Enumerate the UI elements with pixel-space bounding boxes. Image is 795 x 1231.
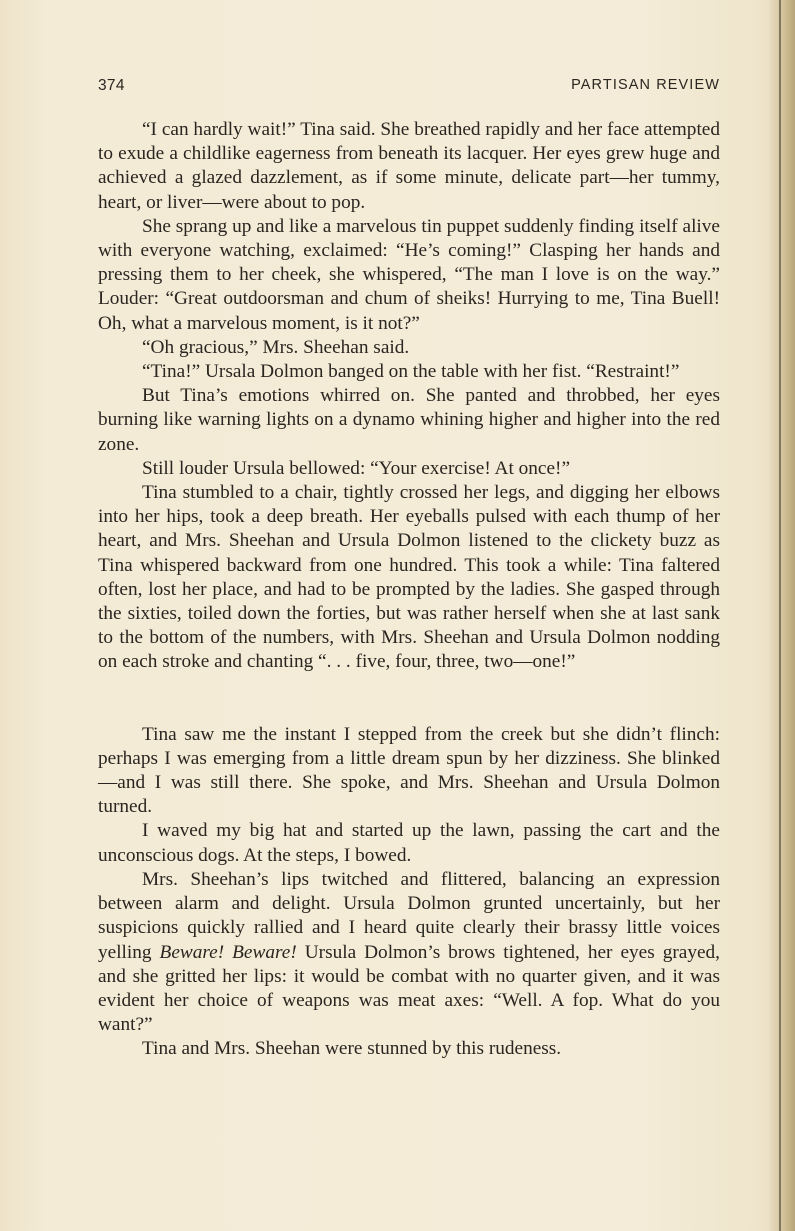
paragraph: “Oh gracious,” Mrs. Sheehan said. bbox=[142, 336, 410, 358]
paragraph: I waved my big hat and started up the lawn, passing the cart and the unconscious dogs. At the steps, I bowed. bbox=[98, 820, 720, 866]
paragraph: Tina and Mrs. Sheehan were stunned by this rudeness. bbox=[142, 1038, 562, 1060]
paragraph: But Tina’s emotions whirred on. She panted and throbbed, her eyes burning like warning lights on a dynamo whining higher and higher into the red zone. bbox=[98, 385, 720, 455]
paragraph: “Tina!” Ursala Dolmon banged on the table with her fist. “Restraint!” bbox=[142, 361, 680, 383]
binding-shadow-line bbox=[779, 0, 781, 1231]
paragraph: She sprang up and like a marvelous tin puppet suddenly finding itself alive with everyone watching, exclaimed: “He’s coming!” Clasping her hands and pressing them to her cheek, she whispered, “The man I love is on the way.” Louder: “Great outdoorsman and chum of sheiks! Hurrying to me, Tina Buell! Oh, what a marvelous moment, is it not?” bbox=[98, 215, 720, 334]
italic-emphasis: Beware! Beware! bbox=[159, 941, 297, 963]
paragraph-text: Mrs. Sheehan’s lips twitched and flittered, balancing an expression between alarm and delight. Ursula Dolmon grunted uncertainly, but her suspicions quickly rallied and I heard quite clearly their brassy little voices yelling bbox=[98, 868, 720, 963]
page-number: 374 bbox=[98, 77, 125, 94]
paragraph: Still louder Ursula bellowed: “Your exercise! At once!” bbox=[142, 457, 571, 479]
page-header bbox=[98, 77, 720, 99]
paragraph: Tina stumbled to a chair, tightly crossed her legs, and digging her elbows into her hips, took a deep breath. Her eyeballs pulsed with each thump of her heart, and Mrs. Sheehan and Ursula Dolmon listened to the clickety buzz as Tina whispered backward from one hundred. This took a while: Tina faltered often, lost her place, and had to be prompted by the ladies. She gasped through the sixties, toiled down the forties, but was rather herself when she at last sank to the bottom of the numbers, with Mrs. Sheehan and Ursula Dolmon nodding on each stroke and chanting “. . . five, four, three, two—one!” bbox=[98, 482, 720, 673]
running-head: PARTISAN REVIEW bbox=[571, 77, 720, 93]
paragraph: Tina saw me the instant I stepped from the creek but she didn’t flinch: perhaps I was emerging from a little dream spun by her dizziness. She blinked—and I was still there. She spoke, and Mrs. Sheehan and Ursula Dolmon turned. bbox=[98, 723, 720, 818]
section-break bbox=[98, 675, 720, 723]
paragraph: “I can hardly wait!” Tina said. She breathed rapidly and her face attempted to exude a childlike eagerness from beneath its lacquer. Her eyes grew huge and achieved a glazed dazzlement, as if some minute, delicate part—her tummy, heart, or liver—were about to pop. bbox=[98, 119, 720, 213]
body-text bbox=[98, 118, 720, 1062]
paragraph bbox=[98, 868, 720, 1037]
page-binding-edge bbox=[769, 0, 795, 1231]
paragraph-text: Ursula Dolmon’s brows tightened, her eyes grayed, and she gritted her lips: it would be combat with no quarter given, and it was evident her choice of weapons was meat axes: “Well. A fop. What do you want?” bbox=[98, 941, 720, 1036]
